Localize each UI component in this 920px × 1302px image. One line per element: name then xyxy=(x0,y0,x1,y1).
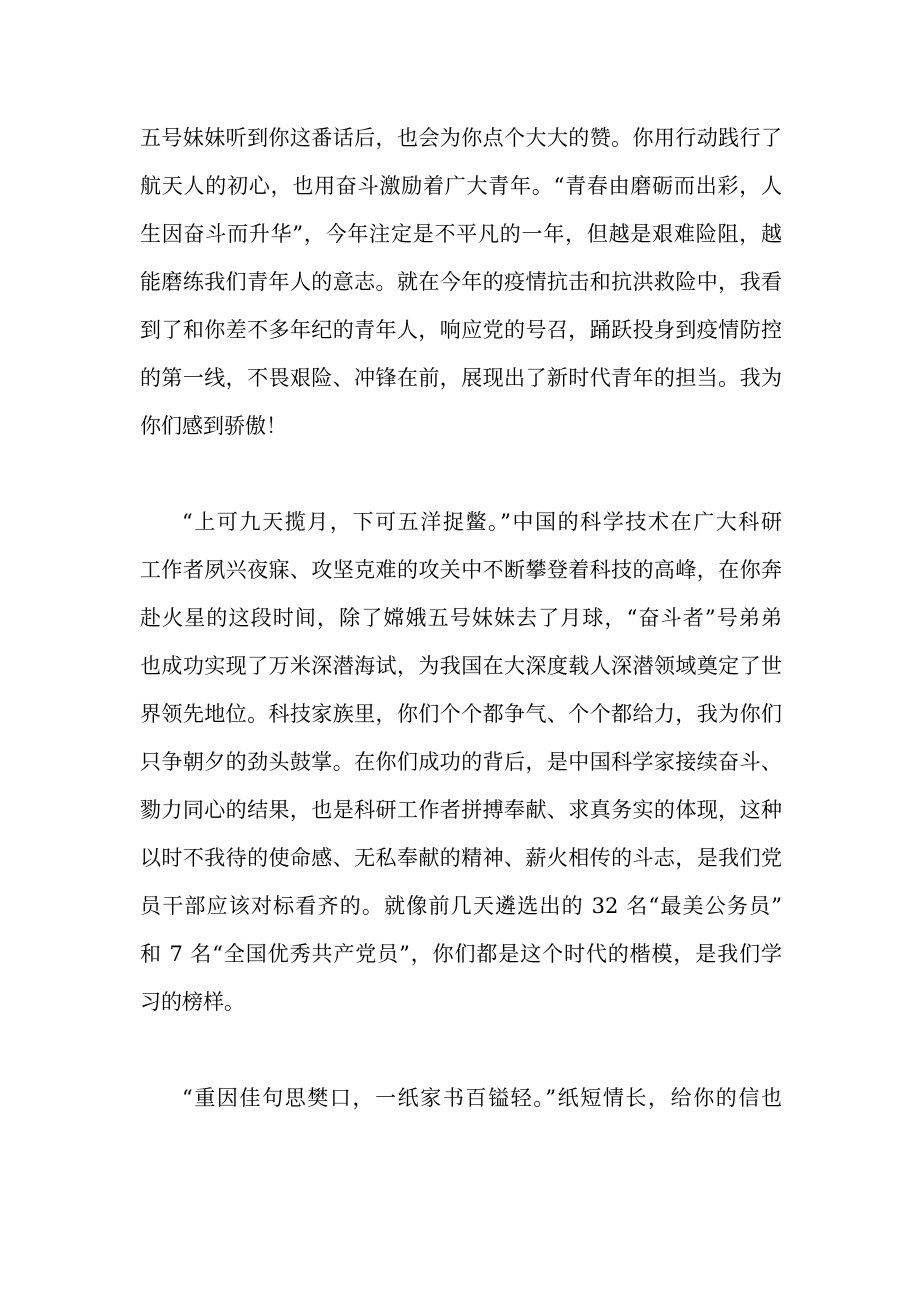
text-line: 和 7 名“全国优秀共产党员”，你们都是这个时代的楷模，是我们学 xyxy=(140,942,782,966)
text-line: “上可九天揽月，下可五洋捉鳖。”中国的科学技术在广大科研 xyxy=(182,510,782,534)
text-line: 工作者夙兴夜寐、攻坚克难的攻关中不断攀登着科技的高峰，在你奔 xyxy=(140,558,782,582)
text-line: 以时不我待的使命感、无私奉献的精神、薪火相传的斗志，是我们党 xyxy=(140,846,782,870)
text-line: 勠力同心的结果，也是科研工作者拼搏奉献、求真务实的体现，这种 xyxy=(140,798,782,822)
text-line: 航天人的初心，也用奋斗激励着广大青年。“青春由磨砺而出彩，人 xyxy=(140,174,782,198)
text-line: 赴火星的这段时间，除了嫦娥五号妹妹去了月球，“奋斗者”号弟弟 xyxy=(140,606,782,630)
text-line: 能磨练我们青年人的意志。就在今年的疫情抗击和抗洪救险中，我看 xyxy=(140,270,782,294)
text-line: 界领先地位。科技家族里，你们个个都争气、个个都给力，我为你们 xyxy=(140,702,782,726)
text-line: 你们感到骄傲！ xyxy=(140,414,287,438)
text-line: 的第一线，不畏艰险、冲锋在前，展现出了新时代青年的担当。我为 xyxy=(140,366,782,390)
text-line: 习的榜样。 xyxy=(140,990,245,1014)
text-line: “重因佳句思樊口，一纸家书百镒轻。”纸短情长，给你的信也 xyxy=(182,1086,782,1110)
text-line: 生因奋斗而升华”，今年注定是不平凡的一年，但越是艰难险阻，越 xyxy=(140,222,782,246)
text-line: 也成功实现了万米深潜海试，为我国在大深度载人深潜领域奠定了世 xyxy=(140,654,782,678)
text-line: 五号妹妹听到你这番话后，也会为你点个大大的赞。你用行动践行了 xyxy=(140,126,782,150)
text-line: 员干部应该对标看齐的。就像前几天遴选出的 32 名“最美公务员” xyxy=(140,894,782,918)
text-line: 到了和你差不多年纪的青年人，响应党的号召，踊跃投身到疫情防控 xyxy=(140,318,782,342)
text-line: 只争朝夕的劲头鼓掌。在你们成功的背后，是中国科学家接续奋斗、 xyxy=(140,750,782,774)
